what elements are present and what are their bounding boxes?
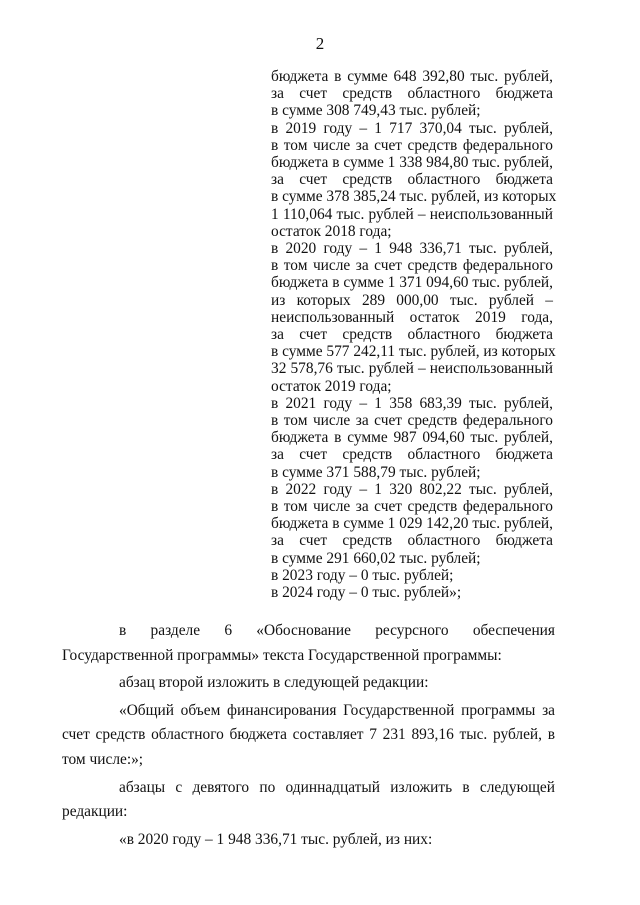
column-line: бюджета в сумме 648 392,80 тыс. рублей, — [271, 68, 553, 85]
column-line: в 2021 году – 1 358 683,39 тыс. рублей, — [271, 394, 553, 412]
paragraph-year-2020: «в 2020 году – 1 948 336,71 тыс. рублей, из них: — [119, 830, 433, 848]
column-line: 32 578,76 тыс. рублей – неиспользованный — [271, 360, 553, 378]
column-line: в 2019 году – 1 717 370,04 тыс. рублей, — [271, 119, 553, 137]
column-line: за счет средств областного бюджета — [271, 85, 553, 103]
page-number: 2 — [315, 34, 325, 53]
funding-by-year-column — [271, 68, 557, 602]
column-line: в 2024 году – 0 тыс. рублей»; — [271, 584, 462, 602]
column-line: остаток 2019 года; — [271, 377, 392, 395]
amendment-text — [62, 619, 555, 852]
column-line: в сумме 378 385,24 тыс. рублей, из которых — [271, 188, 557, 206]
column-line: за счет средств областного бюджета — [271, 532, 553, 550]
column-line: в сумме 291 660,02 тыс. рублей; — [271, 549, 481, 567]
paragraph-ninth-to-eleventh: абзацы с девятого по одиннадцатый изложить в следующей редакции: — [62, 778, 555, 821]
column-line: в том числе за счет средств федерального — [271, 136, 553, 154]
column-line: за счет средств областного бюджета — [271, 446, 553, 464]
column-line: в том числе за счет средств федерального — [271, 257, 553, 275]
column-line: бюджета в сумме 1 371 094,60 тыс. рублей, — [271, 274, 553, 292]
column-line: за счет средств областного бюджета — [271, 171, 553, 189]
column-line: в том числе за счет средств федерального — [271, 412, 553, 430]
column-line: в том числе за счет средств федерального — [271, 498, 553, 516]
column-line: бюджета в сумме 1 029 142,20 тыс. рублей, — [271, 515, 553, 533]
column-line: бюджета в сумме 987 094,60 тыс. рублей, — [271, 429, 553, 447]
column-line: в 2020 году – 1 948 336,71 тыс. рублей, — [271, 240, 553, 258]
column-line: в сумме 308 749,43 тыс. рублей; — [271, 102, 481, 120]
column-line: 1 110,064 тыс. рублей – неиспользованный — [271, 205, 553, 223]
column-line: за счет средств областного бюджета — [271, 326, 553, 344]
column-line: в сумме 577 242,11 тыс. рублей, из которых — [271, 343, 556, 361]
paragraph-total-funding: «Общий объем финансирования Государственной программы за счет средств областного бюджета составляет 7 231 893,16 тыс. рублей, в том числе:»; — [62, 701, 555, 768]
column-line: в 2022 году – 1 320 802,22 тыс. рублей, — [271, 480, 553, 498]
paragraph-second-abzac: абзац второй изложить в следующей редакции: — [119, 674, 429, 692]
column-line: бюджета в сумме 1 338 984,80 тыс. рублей, — [271, 154, 553, 172]
column-line: неиспользованный остаток 2019 года, — [271, 308, 553, 326]
column-line: из которых 289 000,00 тыс. рублей – — [271, 291, 553, 309]
column-line: в сумме 371 588,79 тыс. рублей; — [271, 463, 481, 481]
paragraph-section-6: в разделе 6 «Обоснование ресурсного обеспечения Государственной программы» текста Государственной программы: — [62, 622, 555, 664]
column-line: остаток 2018 года; — [271, 222, 392, 240]
column-line: в 2023 году – 0 тыс. рублей; — [271, 566, 454, 584]
